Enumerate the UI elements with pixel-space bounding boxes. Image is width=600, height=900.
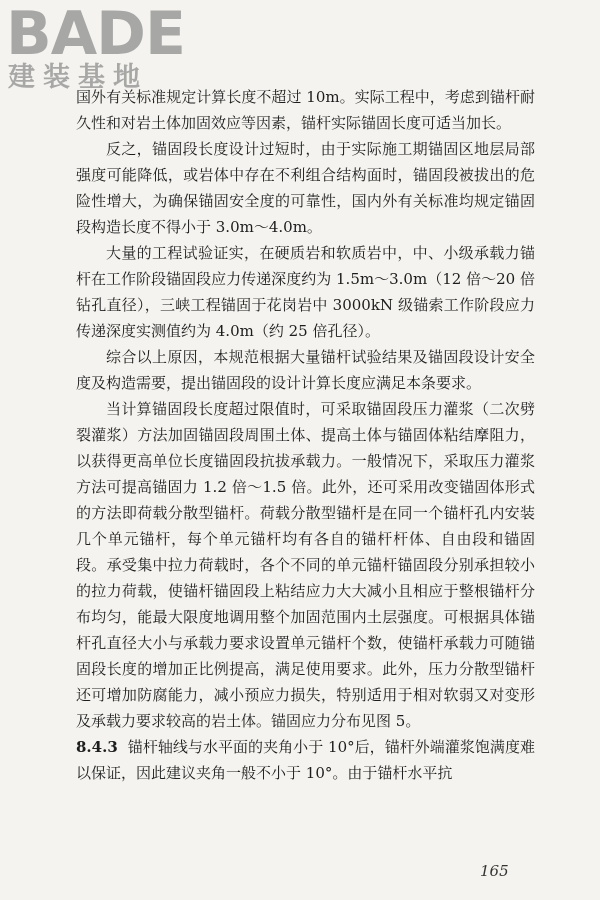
page-body xyxy=(76,84,535,786)
paragraph-pressure-grouting: 当计算锚固段长度超过限值时，可采取锚固段压力灌浆（二次劈裂灌浆）方法加固锚固段周围土体、提高土体与锚固体粘结摩阻力，以获得更高单位长度锚固段抗拔承载力。一般情况下，采取压力灌浆方法可提高锚固力 1.2 倍～1.5 倍。此外，还可采用改变锚固体形式的方法即荷载分散型锚杆。荷载分散型锚杆是在同一个锚杆孔内安装几个单元锚杆，每个单元锚杆均有各自的锚杆杆体、自由段和锚固段。承受集中拉力荷载时，各个不同的单元锚杆锚固段分别承担较小的拉力荷载，使锚杆锚固段上粘结应力大大减小且相应于整根锚杆分布均匀，能最大限度地调用整个加固范围内土层强度。可根据具体锚杆孔直径大小与承载力要求设置单元锚杆个数，使锚杆承载力可随锚固段长度的增加正比例提高，满足使用要求。此外，压力分散型锚杆还可增加防腐能力，减小预应力损失，特别适用于相对软弱又对变形及承载力要求较高的岩土体。锚固应力分布见图 5。 xyxy=(76,400,535,730)
paragraph-continuation: 国外有关标准规定计算长度不超过 10m。实际工程中，考虑到锚杆耐久性和对岩土体加固效应等因素，锚杆实际锚固长度可适当加长。 xyxy=(76,88,535,132)
paragraph-short-anchor: 反之，锚固段长度设计过短时，由于实际施工期锚固区地层局部强度可能降低，或岩体中存在不利组合结构面时，锚固段被拔出的危险性增大，为确保锚固安全度的可靠性，国内外有关标准均规定锚固段构造长度不得小于 3.0m～4.0m。 xyxy=(76,140,535,236)
clause-text: 锚杆轴线与水平面的夹角小于 10°后，锚杆外端灌浆饱满度难以保证，因此建议夹角一般不小于 10°。由于锚杆水平抗 xyxy=(76,738,535,782)
logo-wordmark: BADE xyxy=(6,0,185,69)
logo-subtitle: 建装基地 xyxy=(8,62,148,93)
clause-number: 8.4.3 xyxy=(76,738,118,756)
clause-8-4-3 xyxy=(76,734,535,786)
paragraph-stress-depth: 大量的工程试验证实，在硬质岩和软质岩中，中、小级承载力锚杆在工作阶段锚固段应力传递深度约为 1.5m～3.0m（12 倍～20 倍钻孔直径），三峡工程锚固于花岗岩中 3000kN 级锚索工作阶段应力传递深度实测值约为 4.0m（约 25 倍孔径）。 xyxy=(76,244,535,340)
paragraph-conclusion: 综合以上原因，本规范根据大量锚杆试验结果及锚固段设计安全度及构造需要，提出锚固段的设计计算长度应满足本条要求。 xyxy=(76,348,535,392)
page-number: 165 xyxy=(480,862,509,880)
